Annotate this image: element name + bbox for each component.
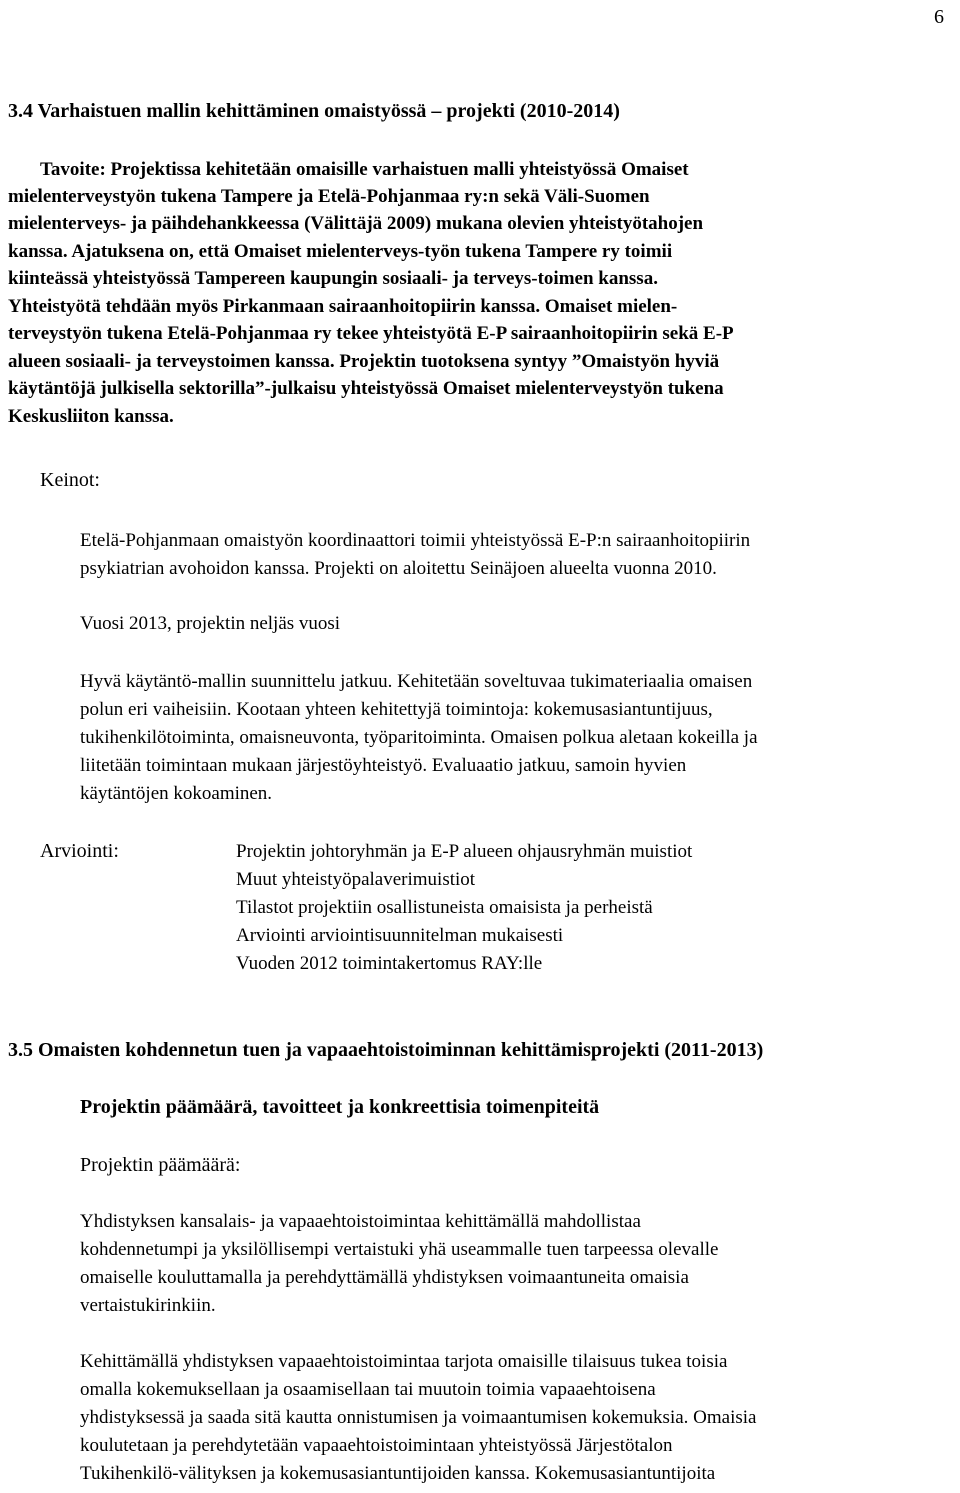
goal-line: Keskusliiton kanssa. [8, 406, 174, 427]
paragraph-line: omalla kokemuksellaan ja osaamisellaan tai muutoin toimia vapaaehtoisena [80, 1379, 656, 1400]
means-line: psykiatrian avohoidon kanssa. Projekti on aloitettu Seinäjoen alueelta vuonna 2010. [80, 558, 717, 579]
section-heading-3-5: 3.5 Omaisten kohdennetun tuen ja vapaaehtoistoiminnan kehittämisprojekti (2011-2013) [8, 1039, 764, 1061]
goal-line: Tavoite: Projektissa kehitetään omaisille varhaistuen malli yhteistyössä Omaiset [40, 159, 689, 180]
paragraph-line: kohdennetumpi ja yksilöllisempi vertaistuki yhä useammalle tuen tarpeessa olevalle [80, 1239, 719, 1260]
goal-line: terveystyön tukena Etelä-Pohjanmaa ry tekee yhteistyötä E-P sairaanhoitopiirin sekä E-P [8, 323, 734, 344]
evaluation-item: Muut yhteistyöpalaverimuistiot [236, 869, 476, 890]
paragraph-line: koulutetaan ja perehdytetään vapaaehtoistoimintaan yhteistyössä Järjestötalon [80, 1435, 673, 1456]
goal-line: kanssa. Ajatuksena on, että Omaiset mielenterveys-työn tukena Tampere ry toimii [8, 241, 673, 262]
paragraph-line: yhdistyksessä ja saada sitä kautta onnistumisen ja voimaantumisen kokemuksia. Omaisia [80, 1407, 757, 1428]
page-number: 6 [934, 6, 944, 28]
paragraph-line: Tukihenkilö-välityksen ja kokemusasiantuntijoiden kanssa. Kokemusasiantuntijoita [80, 1463, 716, 1484]
practice-line: liitetään toimintaan mukaan järjestöyhteistyö. Evaluaatio jatkuu, samoin hyvien [80, 755, 687, 776]
evaluation-item: Arviointi arviointisuunnitelman mukaisesti [236, 925, 564, 946]
practice-line: tukihenkilötoiminta, omaisneuvonta, työparitoiminta. Omaisen polkua aletaan kokeilla ja [80, 727, 758, 748]
goal-line: mielenterveystyön tukena Tampere ja Etelä-Pohjanmaa ry:n sekä Väli-Suomen [8, 186, 650, 207]
paragraph-line: vertaistukirinkiin. [80, 1295, 216, 1316]
evaluation-item: Vuoden 2012 toimintakertomus RAY:lle [236, 953, 543, 974]
goal-line: Yhteistyötä tehdään myös Pirkanmaan sairaanhoitopiirin kanssa. Omaiset mielen- [8, 296, 678, 317]
year-line: Vuosi 2013, projektin neljäs vuosi [80, 613, 341, 634]
practice-line: käytäntöjen kokoaminen. [80, 783, 273, 804]
project-goal-label: Projektin päämäärä: [80, 1154, 241, 1176]
paragraph-line: omaiselle kouluttamalla ja perehdyttämällä yhdistyksen voimaantuneita omaisia [80, 1267, 689, 1288]
means-line: Etelä-Pohjanmaan omaistyön koordinaattori toimii yhteistyössä E-P:n sairaanhoitopiirin [80, 530, 751, 551]
goal-line: alueen sosiaali- ja terveystoimen kanssa. Projektin tuotoksena syntyy ”Omaistyön hyviä [8, 351, 720, 372]
goal-line: kiinteässä yhteistyössä Tampereen kaupungin sosiaali- ja terveys-toimen kanssa. [8, 268, 658, 289]
section-subheading: Projektin päämäärä, tavoitteet ja konkreettisia toimenpiteitä [80, 1096, 600, 1118]
evaluation-item: Tilastot projektiin osallistuneista omaisista ja perheistä [236, 897, 653, 918]
goal-line: käytäntöjä julkisella sektorilla”-julkaisu yhteistyössä Omaiset mielenterveystyön tukena [8, 378, 724, 399]
means-label: Keinot: [40, 469, 100, 491]
evaluation-label: Arviointi: [40, 840, 119, 862]
practice-line: Hyvä käytäntö-mallin suunnittelu jatkuu. Kehitetään soveltuvaa tukimateriaalia omaisen [80, 671, 753, 692]
section-heading-3-4: 3.4 Varhaistuen mallin kehittäminen omaistyössä – projekti (2010-2014) [8, 100, 620, 122]
paragraph-line: Yhdistyksen kansalais- ja vapaaehtoistoimintaa kehittämällä mahdollistaa [80, 1211, 641, 1232]
paragraph-line: Kehittämällä yhdistyksen vapaaehtoistoimintaa tarjota omaisille tilaisuus tukea toisia [80, 1351, 728, 1372]
goal-line: mielenterveys- ja päihdehankkeessa (Välittäjä 2009) mukana olevien yhteistyötahojen [8, 213, 704, 234]
practice-line: polun eri vaiheisiin. Kootaan yhteen kehitettyjä toimintoja: kokemusasiantuntijuus, [80, 699, 713, 720]
evaluation-item: Projektin johtoryhmän ja E-P alueen ohjausryhmän muistiot [236, 841, 693, 862]
